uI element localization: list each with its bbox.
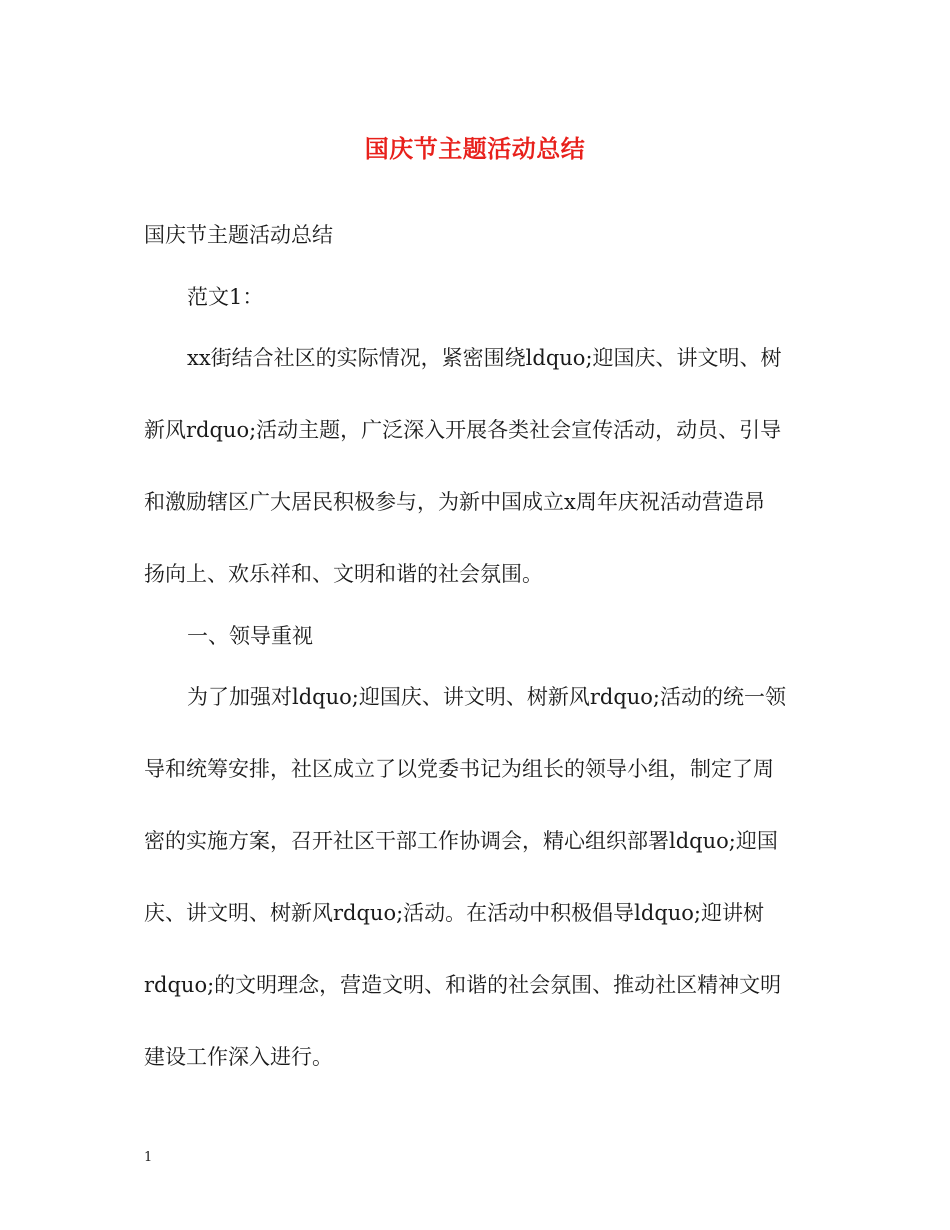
page-number: 1 (144, 1150, 153, 1165)
paragraph-line: rdquo;的文明理念，营造文明、和谐的社会氛围、推动社区精神文明 (144, 973, 782, 997)
document-title: 国庆节主题活动总结 (364, 134, 586, 163)
subtitle-line: 国庆节主题活动总结 (144, 223, 333, 247)
paragraph-line: 导和统筹安排，社区成立了以党委书记为组长的领导小组，制定了周 (144, 757, 774, 781)
paragraph-line: 为了加强对ldquo;迎国庆、讲文明、树新风rdquo;活动的统一领 (187, 685, 787, 709)
section-heading: 一、领导重视 (187, 624, 313, 648)
paragraph-line: 新风rdquo;活动主题，广泛深入开展各类社会宣传活动，动员、引导 (144, 418, 782, 442)
paragraph-line: 庆、讲文明、树新风rdquo;活动。在活动中积极倡导ldquo;迎讲树 (144, 901, 765, 925)
paragraph-line: 建设工作深入进行。 (144, 1045, 333, 1069)
paragraph-line: xx街结合社区的实际情况，紧密围绕ldquo;迎国庆、讲文明、树 (187, 346, 782, 370)
paragraph-line: 和激励辖区广大居民积极参与，为新中国成立x周年庆祝活动营造昂 (144, 490, 765, 514)
paragraph-line: 密的实施方案，召开社区干部工作协调会，精心组织部署ldquo;迎国 (144, 829, 778, 853)
paragraph-line: 扬向上、欢乐祥和、文明和谐的社会氛围。 (144, 562, 543, 586)
sample-label: 范文1： (187, 285, 264, 309)
